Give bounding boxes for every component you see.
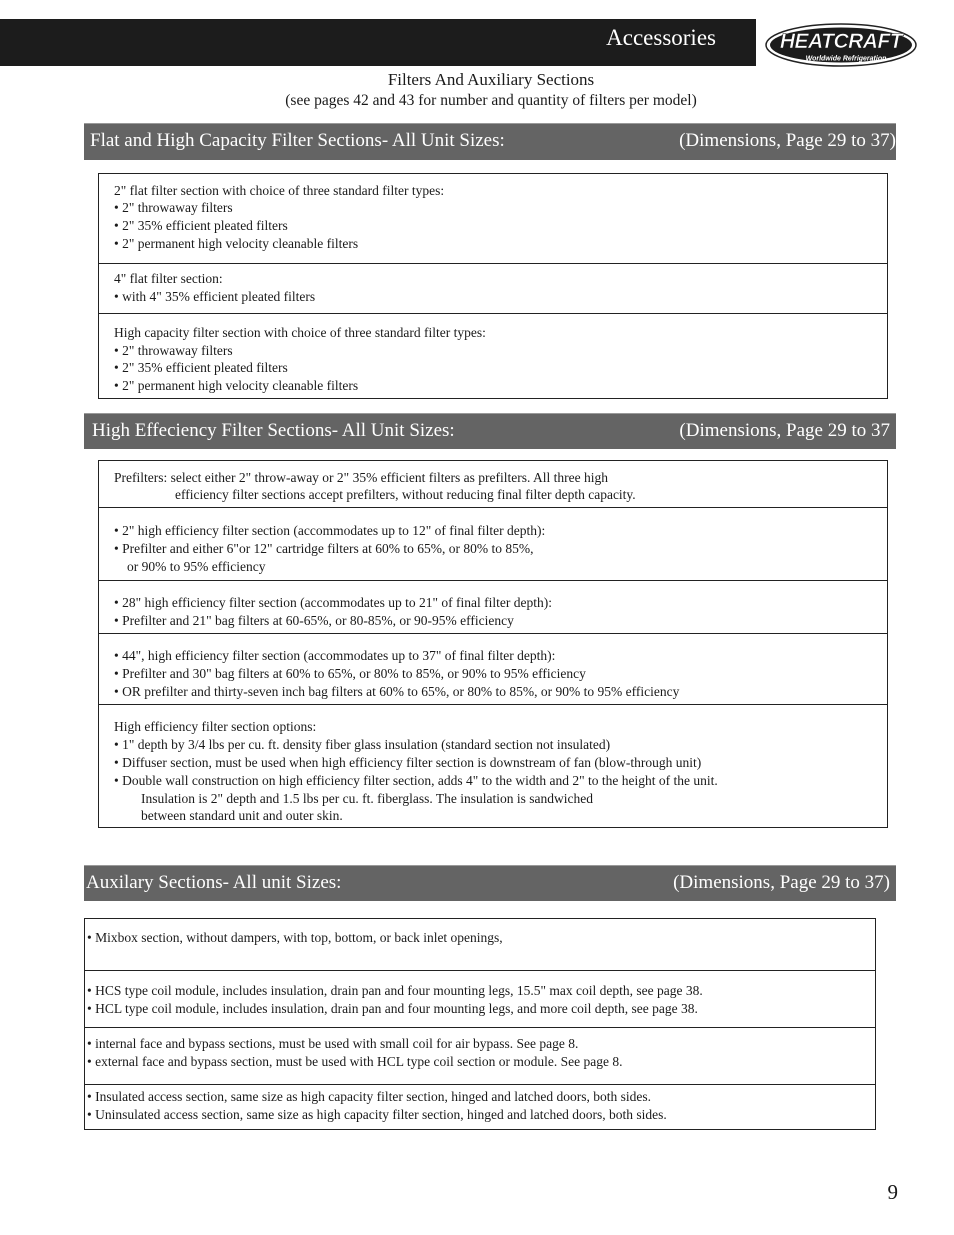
- cell-line: • 28" high efficiency filter section (accommodates up to 21" of final filter depth):: [114, 595, 552, 610]
- aux-cell: [85, 919, 875, 971]
- cell-line: Insulation is 2" depth and 1.5 lbs per cu. ft. fiberglass. The insulation is sandwiched: [141, 791, 593, 806]
- cell-line: or 90% to 95% efficiency: [127, 559, 266, 574]
- cell-line: • 2" throwaway filters: [114, 200, 233, 215]
- aux-cell: [85, 971, 875, 1028]
- cell-line: between standard unit and outer skin.: [141, 808, 343, 823]
- subtitle-line-2: (see pages 42 and 43 for number and quantity of filters per model): [285, 92, 697, 109]
- cell-line: • 1" depth by 3/4 lbs per cu. ft. density fiber glass insulation (standard section not insulated): [114, 737, 611, 752]
- filter-cell: [99, 634, 887, 705]
- page-title: Accessories: [606, 25, 716, 50]
- cell-line: High capacity filter section with choice of three standard filter types:: [114, 325, 486, 340]
- cell-line: • 2" high efficiency filter section (accommodates up to 12" of final filter depth):: [114, 523, 546, 538]
- cell-line: • 2" permanent high velocity cleanable filters: [114, 236, 359, 251]
- heatcraft-logo: [764, 22, 918, 68]
- filter-cell: [99, 581, 887, 634]
- cell-line: 4" flat filter section:: [114, 271, 223, 286]
- filter-cell: [99, 461, 887, 508]
- section-title: Auxilary Sections- All unit Sizes:: [86, 872, 342, 893]
- cell-line: • OR prefilter and thirty-seven inch bag filters at 60% to 65%, or 80% to 85%, or 90% to 95% efficiency: [114, 684, 680, 699]
- auxiliary-box: [84, 918, 876, 1130]
- cell-line: • with 4" 35% efficient pleated filters: [114, 289, 316, 304]
- subtitle-line-1: Filters And Auxiliary Sections: [387, 70, 595, 89]
- cell-line: efficiency filter sections accept prefilters, without reducing final filter depth capacity.: [175, 487, 636, 502]
- section-band-high-efficiency: [84, 413, 896, 449]
- section-title: Flat and High Capacity Filter Sections- All Unit Sizes:: [90, 130, 505, 151]
- filter-cell: [99, 508, 887, 581]
- cell-line: • HCS type coil module, includes insulation, drain pan and four mounting legs, 15.5" max coil depth, see page 38.: [87, 983, 703, 998]
- cell-line: • Prefilter and either 6"or 12" cartridge filters at 60% to 65%, or 80% to 85%,: [114, 541, 534, 556]
- cell-line: 2" flat filter section with choice of three standard filter types:: [114, 183, 445, 198]
- aux-cell: [85, 1028, 875, 1085]
- cell-line: • 2" 35% efficient pleated filters: [114, 218, 288, 233]
- section-band-auxiliary: [84, 865, 896, 901]
- cell-line: High efficiency filter section options:: [114, 719, 317, 734]
- cell-line: • Mixbox section, without dampers, with top, bottom, or back inlet openings,: [87, 930, 503, 945]
- section-dimensions: (Dimensions, Page 29 to 37: [679, 420, 890, 441]
- section-dimensions: (Dimensions, Page 29 to 37): [679, 130, 896, 151]
- logo-wordmark: HEATCRAFT: [779, 30, 903, 53]
- cell-line: • 44", high efficiency filter section (accommodates up to 37" of final filter depth):: [114, 648, 556, 663]
- cell-line: • internal face and bypass sections, must be used with small coil for air bypass. See page 8.: [87, 1036, 579, 1051]
- page-number: 9: [887, 1180, 898, 1204]
- filter-cell: [99, 314, 887, 398]
- section-band-flat-filters: [84, 123, 896, 160]
- cell-line: • 2" throwaway filters: [114, 343, 233, 358]
- cell-line: • 2" 35% efficient pleated filters: [114, 360, 288, 375]
- cell-line: • Insulated access section, same size as high capacity filter section, hinged and latched doors, both sides.: [87, 1089, 652, 1104]
- cell-line: • Uninsulated access section, same size as high capacity filter section, hinged and latched doors, both sides.: [87, 1107, 667, 1122]
- logo-tagline: Worldwide Refrigeration: [805, 55, 887, 63]
- section-title: High Effeciency Filter Sections- All Unit Sizes:: [92, 420, 455, 441]
- cell-line: • Diffuser section, must be used when high efficiency filter section is downstream of fan (blow-through unit): [114, 755, 702, 770]
- cell-line: • HCL type coil module, includes insulation, drain pan and four mounting legs, and more coil depth, see page 38.: [87, 1001, 698, 1016]
- header-bar: [0, 19, 756, 66]
- aux-cell: [85, 1085, 875, 1129]
- cell-line: Prefilters: select either 2" throw-away or 2" 35% efficient filters as prefilters. All three high: [114, 470, 608, 485]
- high-efficiency-box: [98, 460, 888, 828]
- filter-cell: [99, 264, 887, 314]
- cell-line: • external face and bypass section, must be used with HCL type coil section or module. See page 8.: [87, 1054, 623, 1069]
- filter-cell: [99, 174, 887, 264]
- section-dimensions: (Dimensions, Page 29 to 37): [673, 872, 890, 893]
- cell-line: • Prefilter and 21" bag filters at 60-65%, or 80-85%, or 90-95% efficiency: [114, 613, 514, 628]
- flat-filter-box: [98, 173, 888, 399]
- cell-line: • 2" permanent high velocity cleanable filters: [114, 378, 359, 393]
- filter-cell: [99, 705, 887, 827]
- cell-line: • Double wall construction on high efficiency filter section, adds 4" to the width and 2" to the height of the unit.: [114, 773, 718, 788]
- cell-line: • Prefilter and 30" bag filters at 60% to 65%, or 80% to 85%, or 90% to 95% efficiency: [114, 666, 586, 681]
